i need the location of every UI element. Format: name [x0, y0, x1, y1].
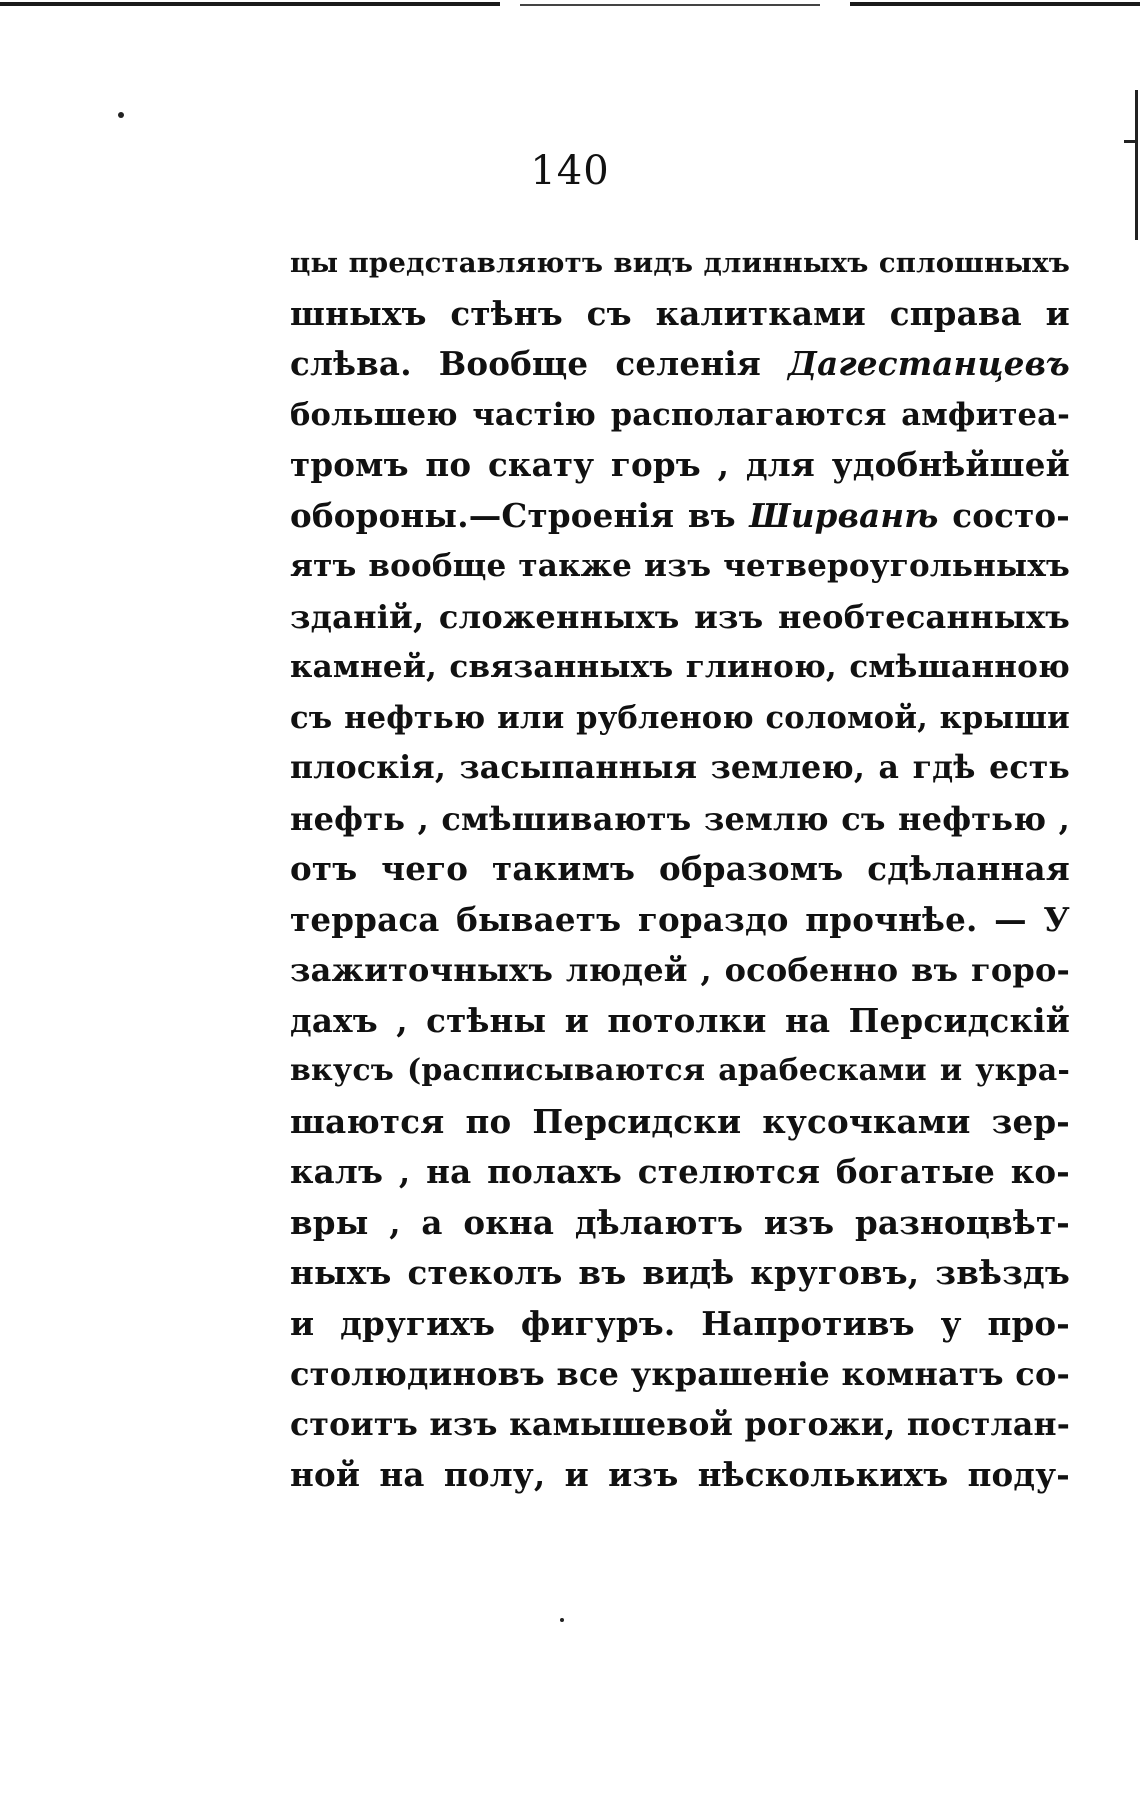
text-segment: калъ , на полахъ стелются богатые ко- — [290, 1152, 1070, 1191]
text-line — [290, 1198, 1070, 1249]
text-line — [290, 945, 1070, 996]
text-line — [290, 592, 1070, 643]
text-line — [290, 743, 1070, 794]
text-segment: ятъ вообще также изъ четвероугольныхъ — [290, 548, 1070, 584]
top-border-rule-middle — [520, 4, 820, 6]
text-segment: вры , а окна дѣлаютъ изъ разноцвѣт- — [290, 1202, 1070, 1242]
italic-text-segment: Ширванѣ — [749, 495, 939, 535]
text-line — [290, 1400, 1070, 1451]
text-segment: тромъ по скату горъ , для удобнѣйшей — [290, 445, 1070, 484]
text-segment: вкусъ (расписываются арабесками и укра- — [290, 1053, 1070, 1088]
text-segment: отъ чего такимъ образомъ сдѣланная — [290, 849, 1070, 888]
text-segment: цы представляютъ видъ длинныхъ сплошныхъ — [290, 247, 1070, 279]
text-line — [290, 339, 1070, 390]
text-segment: ныхъ стеколъ въ видѣ круговъ, звѣздъ — [290, 1253, 1070, 1292]
text-segment: плоскія, засыпанныя землею, а гдѣ есть — [290, 749, 1070, 786]
text-segment: большею частію располагаются амфитеа- — [290, 396, 1070, 433]
text-line — [290, 1349, 1070, 1400]
text-line — [290, 1097, 1070, 1148]
text-segment: съ нефтью или рубленою соломой, крыши — [290, 699, 1070, 736]
text-line — [290, 996, 1070, 1047]
text-segment: терраса бываетъ гораздо прочнѣе. — У — [290, 899, 1070, 939]
text-segment: состо- — [938, 495, 1070, 535]
text-line — [290, 794, 1070, 845]
text-line — [290, 1248, 1070, 1299]
body-text — [290, 238, 1070, 1501]
text-segment: дахъ , стѣны и потолки на Персидскій — [290, 1000, 1070, 1040]
page-edge-tick — [1124, 140, 1138, 143]
text-segment: ной на полу, и изъ нѣсколькихъ поду- — [290, 1455, 1070, 1494]
print-speck — [118, 112, 124, 118]
text-segment: обороны.—Строенія въ — [290, 495, 750, 535]
text-line — [290, 693, 1070, 744]
text-line — [290, 541, 1070, 592]
text-line — [290, 238, 1070, 289]
italic-text-segment: Дагестанцевъ — [788, 344, 1070, 383]
text-line — [290, 1450, 1070, 1501]
text-line — [290, 1046, 1070, 1097]
text-line — [290, 895, 1070, 946]
text-segment: столюдиновъ все украшеніе комнатъ со- — [290, 1355, 1070, 1393]
text-segment: шаются по Персидски кусочками зер- — [290, 1101, 1070, 1141]
print-speck — [560, 1618, 564, 1622]
top-border-rule-right — [850, 2, 1140, 6]
text-segment: слѣва. Вообще селенія — [290, 344, 788, 383]
text-segment: нефть , смѣшиваютъ землю съ нефтью , — [290, 799, 1070, 838]
text-line — [290, 440, 1070, 491]
text-line — [290, 289, 1070, 340]
top-border-rule-left — [0, 2, 500, 6]
text-line — [290, 642, 1070, 693]
text-segment: камней, связанныхъ глиною, смѣшанною — [290, 649, 1070, 685]
text-line — [290, 390, 1070, 441]
text-segment: стоитъ изъ камышевой рогожи, постлан- — [290, 1405, 1070, 1443]
page-number: 140 — [530, 148, 610, 194]
text-line — [290, 491, 1070, 542]
text-line — [290, 844, 1070, 895]
text-segment: шныхъ стѣнъ съ калитками справа и — [290, 293, 1070, 333]
text-segment: зажиточныхъ людей , особенно въ горо- — [290, 951, 1070, 989]
text-line — [290, 1147, 1070, 1198]
text-line — [290, 1299, 1070, 1350]
text-segment: и другихъ фигуръ. Напротивъ у про- — [290, 1303, 1070, 1343]
text-segment: зданій, сложенныхъ изъ необтесанныхъ — [290, 597, 1070, 636]
